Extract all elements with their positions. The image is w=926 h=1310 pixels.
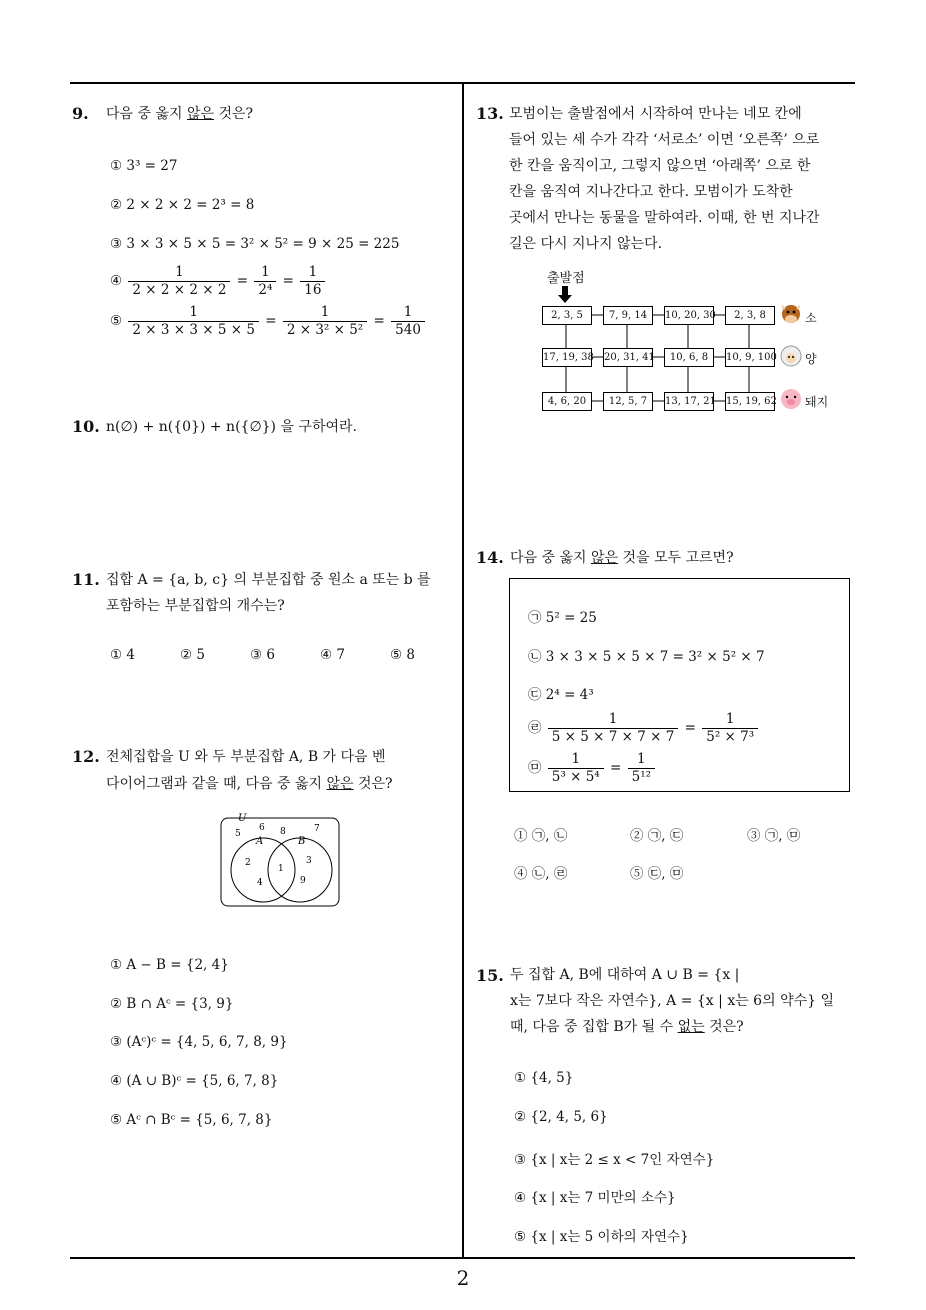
q13-line-2: 들어 있는 세 수가 각각 ‘서로소’ 이면 ‘오른쪽’ 으로 [509, 132, 820, 148]
q11-option-5[interactable]: ⑤ 8 [390, 647, 415, 663]
q11-option-1[interactable]: ① 4 [110, 647, 135, 663]
q15-option-1[interactable]: ① {4, 5} [514, 1070, 574, 1086]
q9-option-4[interactable]: ④ $\frac{1}{2 \times 2 \times 2 \times 2}$ = $\frac{1}{\text{2⁴}}$ = $\frac{1}{16}$ [110, 264, 327, 299]
q9-option-3[interactable]: ③ 3 × 3 × 5 × 5 = 3² × 5² = 9 × 25 = 225 [110, 236, 400, 252]
q14-item-4: ㉣ $\frac{1}{5 \times 5 \times 7 \times 7 \times 7}$ = $\frac{1}{\text{5² × 7³}}$ [528, 711, 760, 746]
q11-number: 11. [72, 570, 100, 589]
maze-cell: 13, 17, 21 [664, 392, 714, 411]
venn-outside-7: 7 [314, 824, 320, 834]
q10-number: 10. [72, 417, 100, 436]
start-arrow-icon [558, 286, 572, 304]
venn-a-only-2: 2 [245, 858, 251, 868]
q12-question-line2: 다이어그램과 같을 때, 다음 중 옳지 않은 것은? [106, 776, 393, 792]
q11-question-line1: 집합 A = {a, b, c} 의 부분집합 중 원소 a 또는 b 를 [106, 572, 431, 588]
animal-pig-label: 돼지 [805, 395, 829, 409]
pig-icon [778, 386, 804, 412]
maze-cell: 4, 6, 20 [542, 392, 592, 411]
q14-question: 다음 중 옳지 않은 것을 모두 고르면? [510, 550, 734, 566]
venn-outside-8: 8 [280, 827, 286, 837]
maze-cell: 20, 31, 41 [603, 348, 653, 367]
column-divider [462, 82, 464, 1258]
q14-number: 14. [476, 548, 504, 567]
q14-option-2[interactable]: ② ㉠, ㉢ [630, 828, 684, 844]
q14-item-5: ㉤ $\frac{1}{\text{5³ × 5⁴}}$ = $\frac{1}{\text{5¹²}}$ [528, 751, 657, 786]
venn-circle-a [231, 838, 295, 902]
q9-question: 다음 중 옳지 않은 것은? [106, 106, 254, 122]
q12-option-1[interactable]: ① A − B = {2, 4} [110, 957, 229, 973]
venn-label-b: B [298, 836, 306, 847]
venn-outside-5: 5 [235, 829, 241, 839]
venn-label-u: U [238, 813, 247, 824]
q12-option-5[interactable]: ⑤ Aᶜ ∩ Bᶜ = {5, 6, 7, 8} [110, 1112, 273, 1128]
sheep-icon [778, 343, 804, 369]
q10-question: n(∅) + n({0}) + n({∅}) 을 구하여라. [106, 419, 357, 435]
q15-number: 15. [476, 966, 504, 985]
q15-question-line2: x는 7보다 작은 자연수}, A = {x | x는 6의 약수} 일 [510, 993, 834, 1009]
q9-option-1[interactable]: ① 3³ = 27 [110, 158, 178, 174]
q13-line-1: 모범이는 출발점에서 시작하여 만나는 네모 칸에 [509, 106, 802, 122]
maze-cell: 12, 5, 7 [603, 392, 653, 411]
maze-cell: 10, 20, 30 [664, 306, 714, 325]
q14-item-3: ㉢ 2⁴ = 4³ [528, 687, 594, 703]
q12-question-line1: 전체집합을 U 와 두 부분집합 A, B 가 다음 벤 [106, 749, 386, 765]
animal-sheep-label: 양 [805, 352, 817, 366]
venn-diagram [218, 810, 342, 910]
q13-number: 13. [476, 104, 504, 123]
q13-line-6: 길은 다시 지나지 않는다. [509, 236, 663, 252]
q15-question-line3: 때, 다음 중 집합 B가 될 수 없는 것은? [510, 1019, 744, 1035]
q9-number: 9. [72, 104, 89, 123]
venn-a-only-4: 4 [257, 878, 263, 888]
q14-item-2: ㉡ 3 × 3 × 5 × 5 × 7 = 3² × 5² × 7 [528, 649, 765, 665]
maze-cell: 10, 9, 100 [725, 348, 775, 367]
q12-number: 12. [72, 747, 100, 766]
q14-item-1: ㉠ 5² = 25 [528, 610, 597, 626]
q11-option-4[interactable]: ④ 7 [320, 647, 345, 663]
q13-line-3: 한 칸을 움직이고, 그렇지 않으면 ‘아래쪽’ 으로 한 [509, 158, 811, 174]
q9-option-5[interactable]: ⑤ $\frac{1}{2 \times 3 \times 3 \times 5 \times 5}$ = $\frac{1}{\text{2 × 3² × 5²}}$ = $\frac{1}{540}$ [110, 304, 427, 339]
q14-option-3[interactable]: ③ ㉠, ㉤ [747, 828, 801, 844]
maze-cell: 15, 19, 62 [725, 392, 775, 411]
q11-option-3[interactable]: ③ 6 [250, 647, 275, 663]
q14-option-5[interactable]: ⑤ ㉢, ㉤ [630, 866, 684, 882]
q15-question-line1: 두 집합 A, B에 대하여 A ∪ B = {x | [510, 967, 740, 983]
q14-option-4[interactable]: ④ ㉡, ㉣ [514, 866, 568, 882]
maze-cell: 10, 6, 8 [664, 348, 714, 367]
q11-question-line2: 포함하는 부분집합의 개수는? [106, 598, 285, 614]
cow-icon [778, 300, 804, 326]
q9-option-2[interactable]: ② 2 × 2 × 2 = 2³ = 8 [110, 197, 255, 213]
q12-option-3[interactable]: ③ (Aᶜ)ᶜ = {4, 5, 6, 7, 8, 9} [110, 1034, 288, 1050]
start-label: 출발점 [547, 271, 585, 286]
q15-option-3[interactable]: ③ {x | x는 2 ≤ x < 7인 자연수} [514, 1152, 715, 1168]
q12-option-4[interactable]: ④ (A ∪ B)ᶜ = {5, 6, 7, 8} [110, 1073, 279, 1089]
q13-line-5: 곳에서 만나는 동물을 말하여라. 이때, 한 번 지나간 [509, 210, 820, 226]
q15-option-5[interactable]: ⑤ {x | x는 5 이하의 자연수} [514, 1229, 689, 1245]
venn-b-only-9: 9 [300, 876, 306, 886]
maze-cell: 7, 9, 14 [603, 306, 653, 325]
q12-option-2[interactable]: ② B ∩ Aᶜ = {3, 9} [110, 996, 234, 1012]
bottom-rule [70, 1257, 855, 1259]
q15-option-2[interactable]: ② {2, 4, 5, 6} [514, 1109, 608, 1125]
q13-line-4: 칸을 움직여 지나간다고 한다. 모범이가 도착한 [509, 184, 793, 200]
venn-outside-6: 6 [259, 823, 265, 833]
venn-b-only-3: 3 [306, 856, 312, 866]
animal-cow-label: 소 [805, 311, 817, 325]
maze-cell: 2, 3, 8 [725, 306, 775, 325]
venn-label-a: A [256, 836, 264, 847]
q15-option-4[interactable]: ④ {x | x는 7 미만의 소수} [514, 1190, 676, 1206]
maze-cell: 2, 3, 5 [542, 306, 592, 325]
q11-option-2[interactable]: ② 5 [180, 647, 205, 663]
q14-option-1[interactable]: ① ㉠, ㉡ [514, 828, 568, 844]
venn-both-1: 1 [278, 864, 284, 874]
maze-cell: 17, 19, 38 [542, 348, 592, 367]
page-number: 2 [456, 1266, 470, 1290]
